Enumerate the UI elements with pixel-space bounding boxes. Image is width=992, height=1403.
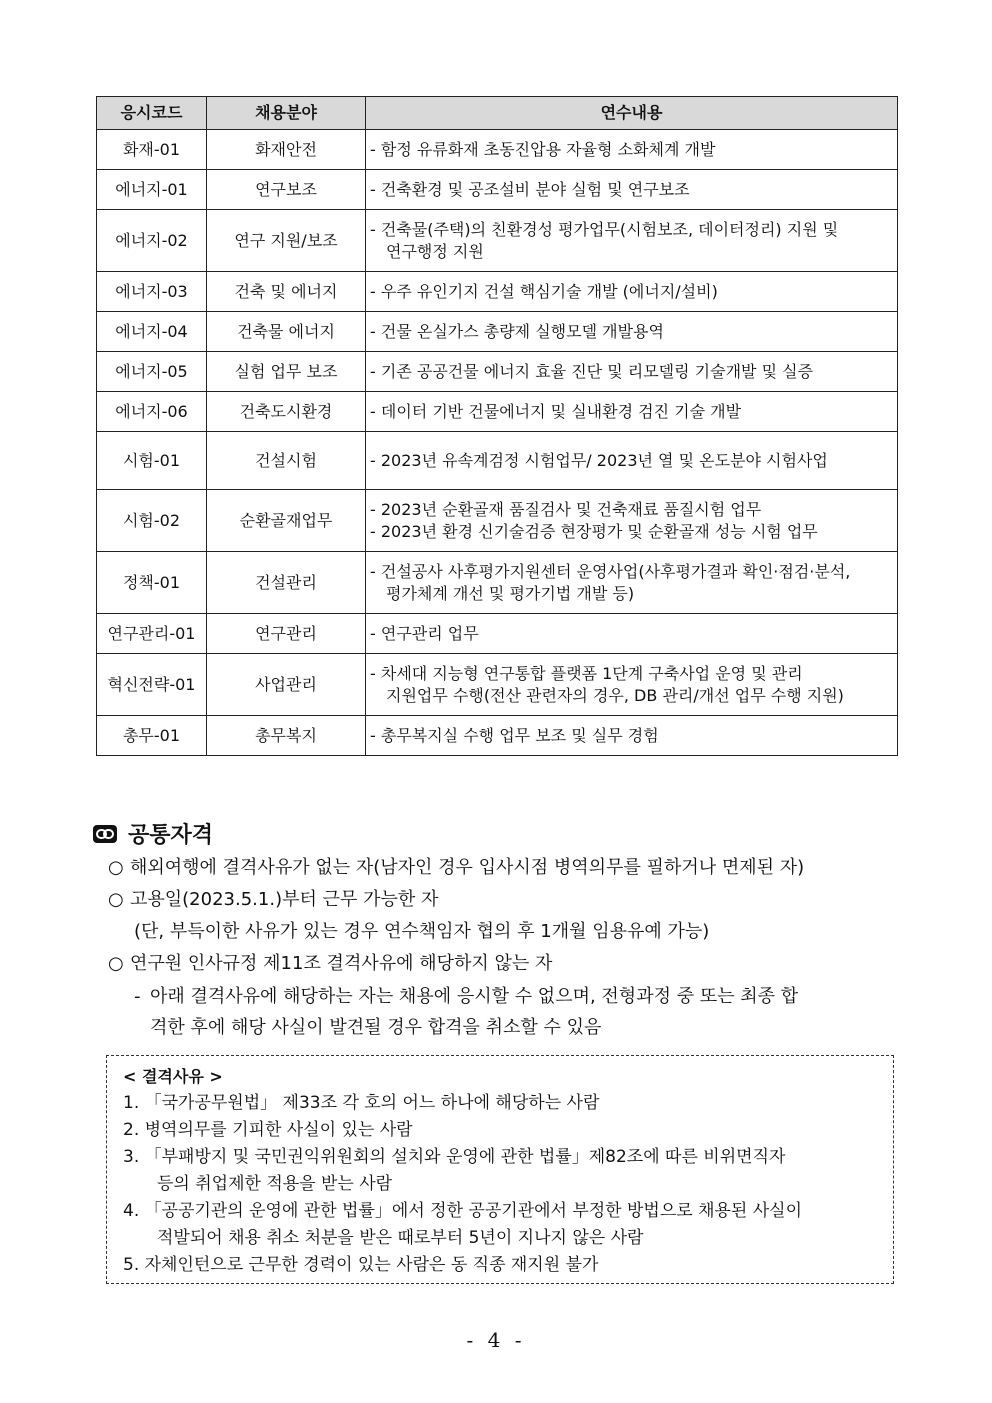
cell-field: 연구관리	[207, 614, 366, 654]
table-row	[97, 552, 898, 614]
page-number: - 4 -	[466, 1328, 526, 1352]
cell-field: 연구보조	[207, 170, 366, 210]
table-row	[97, 272, 898, 312]
qualification-item	[108, 856, 804, 880]
cell-content	[366, 312, 898, 352]
qualification-text: 연구원 인사규정 제11조 결격사유에 해당하지 않는 자	[130, 953, 553, 974]
cell-code: 시험-02	[97, 490, 207, 552]
cell-field: 건축물 에너지	[207, 312, 366, 352]
disqualification-item: 3. 「부패방지 및 국민권익위원회의 설치와 운영에 관한 법률」제82조에 따른 비위면직자	[123, 1147, 786, 1167]
table-row	[97, 614, 898, 654]
table-row	[97, 170, 898, 210]
table-row	[97, 312, 898, 352]
content-line: - 건설공사 사후평가지원센터 운영사업(사후평가결과 확인·점검·분석,	[370, 561, 851, 581]
content-line: - 2023년 환경 신기술검증 현장평가 및 순환골재 성능 시험 업무	[370, 521, 818, 541]
cell-content	[366, 272, 898, 312]
disqualification-item-cont: 등의 취업제한 적용을 받는 사람	[157, 1174, 393, 1194]
qualification-text: 아래 결격사유에 해당하는 자는 채용에 응시할 수 없으며, 전형과정 중 또는 최종 합	[150, 986, 799, 1007]
disqualification-box	[106, 1055, 894, 1284]
cell-content	[366, 392, 898, 432]
box-heading: < 결격사유 >	[123, 1067, 223, 1086]
qualification-item	[108, 888, 438, 912]
content-line: - 2023년 순환골재 품질검사 및 건축재료 품질시험 업무	[370, 499, 762, 519]
header-code: 응시코드	[97, 97, 207, 130]
cell-content	[366, 432, 898, 490]
content-line: 평가체계 개선 및 평가기법 개발 등)	[386, 583, 635, 603]
content-line: - 데이터 기반 건물에너지 및 실내환경 검진 기술 개발	[370, 401, 742, 421]
cell-field: 실험 업무 보조	[207, 352, 366, 392]
content-line: - 우주 유인기지 건설 핵심기술 개발 (에너지/설비)	[370, 281, 718, 301]
qualification-subitem-cont: 격한 후에 해당 사실이 발견될 경우 합격을 취소할 수 있음	[150, 1017, 602, 1038]
table-row	[97, 654, 898, 716]
cell-content	[366, 170, 898, 210]
content-line: - 2023년 유속계검정 시험업무/ 2023년 열 및 온도분야 시험사업	[370, 450, 828, 470]
cell-code: 총무-01	[97, 716, 207, 756]
qualification-text: 고용일(2023.5.1.)부터 근무 가능한 자	[130, 889, 439, 910]
cell-content	[366, 490, 898, 552]
table-row	[97, 716, 898, 756]
cell-content	[366, 654, 898, 716]
section-title: 공통자격	[128, 823, 214, 848]
cell-field: 건축 및 에너지	[207, 272, 366, 312]
training-table	[96, 96, 898, 756]
content-line: - 연구관리 업무	[370, 623, 479, 643]
content-line: - 건물 온실가스 총량제 실행모델 개발용역	[370, 321, 664, 341]
table-row	[97, 130, 898, 170]
cell-field: 총무복지	[207, 716, 366, 756]
cell-content	[366, 352, 898, 392]
cell-code: 에너지-03	[97, 272, 207, 312]
cell-content	[366, 130, 898, 170]
cell-field: 연구 지원/보조	[207, 210, 366, 272]
header-field: 채용분야	[207, 97, 366, 130]
disqualification-item-cont: 적발되어 채용 취소 처분을 받은 때로부터 5년이 지나지 않은 사람	[157, 1228, 644, 1248]
cell-content	[366, 552, 898, 614]
content-line: 연구행정 지원	[386, 241, 484, 261]
cell-code: 시험-01	[97, 432, 207, 490]
dash-mark: -	[134, 986, 141, 1007]
content-line: - 차세대 지능형 연구통합 플랫폼 1단계 구축사업 운영 및 관리	[370, 663, 803, 683]
table-row	[97, 352, 898, 392]
cell-code: 에너지-01	[97, 170, 207, 210]
table-row	[97, 210, 898, 272]
cell-field: 건축도시환경	[207, 392, 366, 432]
content-line: - 건축물(주택)의 친환경성 평가업무(시험보조, 데이터정리) 지원 및	[370, 219, 839, 239]
bullet-mark: ○	[108, 857, 124, 878]
cell-field: 순환골재업무	[207, 490, 366, 552]
qualification-text: 해외여행에 결격사유가 없는 자(남자인 경우 입사시점 병역의무를 필하거나 면제된 자)	[130, 857, 805, 878]
cell-code: 에너지-06	[97, 392, 207, 432]
cell-code: 연구관리-01	[97, 614, 207, 654]
disqualification-item: 4. 「공공기관의 운영에 관한 법률」에서 정한 공공기관에서 부정한 방법으로 채용된 사실이	[123, 1201, 803, 1221]
content-line: 지원업무 수행(전산 관련자의 경우, DB 관리/개선 업무 수행 지원)	[386, 685, 844, 705]
cell-field: 건설시험	[207, 432, 366, 490]
table-header-row	[97, 97, 898, 130]
disqualification-item: 2. 병역의무를 기피한 사실이 있는 사람	[123, 1120, 413, 1140]
qualification-item	[108, 952, 552, 976]
header-content: 연수내용	[366, 97, 898, 130]
table-row	[97, 432, 898, 490]
content-line: - 함정 유류화재 초동진압용 자율형 소화체계 개발	[370, 139, 716, 159]
content-line: - 총무복지실 수행 업무 보조 및 실무 경험	[370, 725, 659, 745]
cell-content	[366, 716, 898, 756]
table-row	[97, 392, 898, 432]
content-line: - 기존 공공건물 에너지 효율 진단 및 리모델링 기술개발 및 실증	[370, 361, 814, 381]
section-heading	[92, 818, 213, 849]
qualification-note: (단, 부득이한 사유가 있는 경우 연수책임자 협의 후 1개월 임용유예 가능)	[134, 921, 710, 942]
cell-field: 건설관리	[207, 552, 366, 614]
cell-code: 에너지-04	[97, 312, 207, 352]
cell-content	[366, 614, 898, 654]
cell-code: 혁신전략-01	[97, 654, 207, 716]
cell-field: 화재안전	[207, 130, 366, 170]
link-icon	[92, 824, 118, 844]
disqualification-item: 5. 자체인턴으로 근무한 경력이 있는 사람은 동 직종 재지원 불가	[123, 1255, 599, 1275]
table-row	[97, 490, 898, 552]
disqualification-item: 1. 「국가공무원법」 제33조 각 호의 어느 하나에 해당하는 사람	[123, 1093, 600, 1113]
bullet-mark: ○	[108, 889, 124, 910]
cell-code: 에너지-02	[97, 210, 207, 272]
cell-code: 에너지-05	[97, 352, 207, 392]
cell-content	[366, 210, 898, 272]
cell-field: 사업관리	[207, 654, 366, 716]
bullet-mark: ○	[108, 953, 124, 974]
qualification-subitem	[134, 985, 798, 1009]
content-line: - 건축환경 및 공조설비 분야 실험 및 연구보조	[370, 179, 690, 199]
cell-code: 화재-01	[97, 130, 207, 170]
cell-code: 정책-01	[97, 552, 207, 614]
